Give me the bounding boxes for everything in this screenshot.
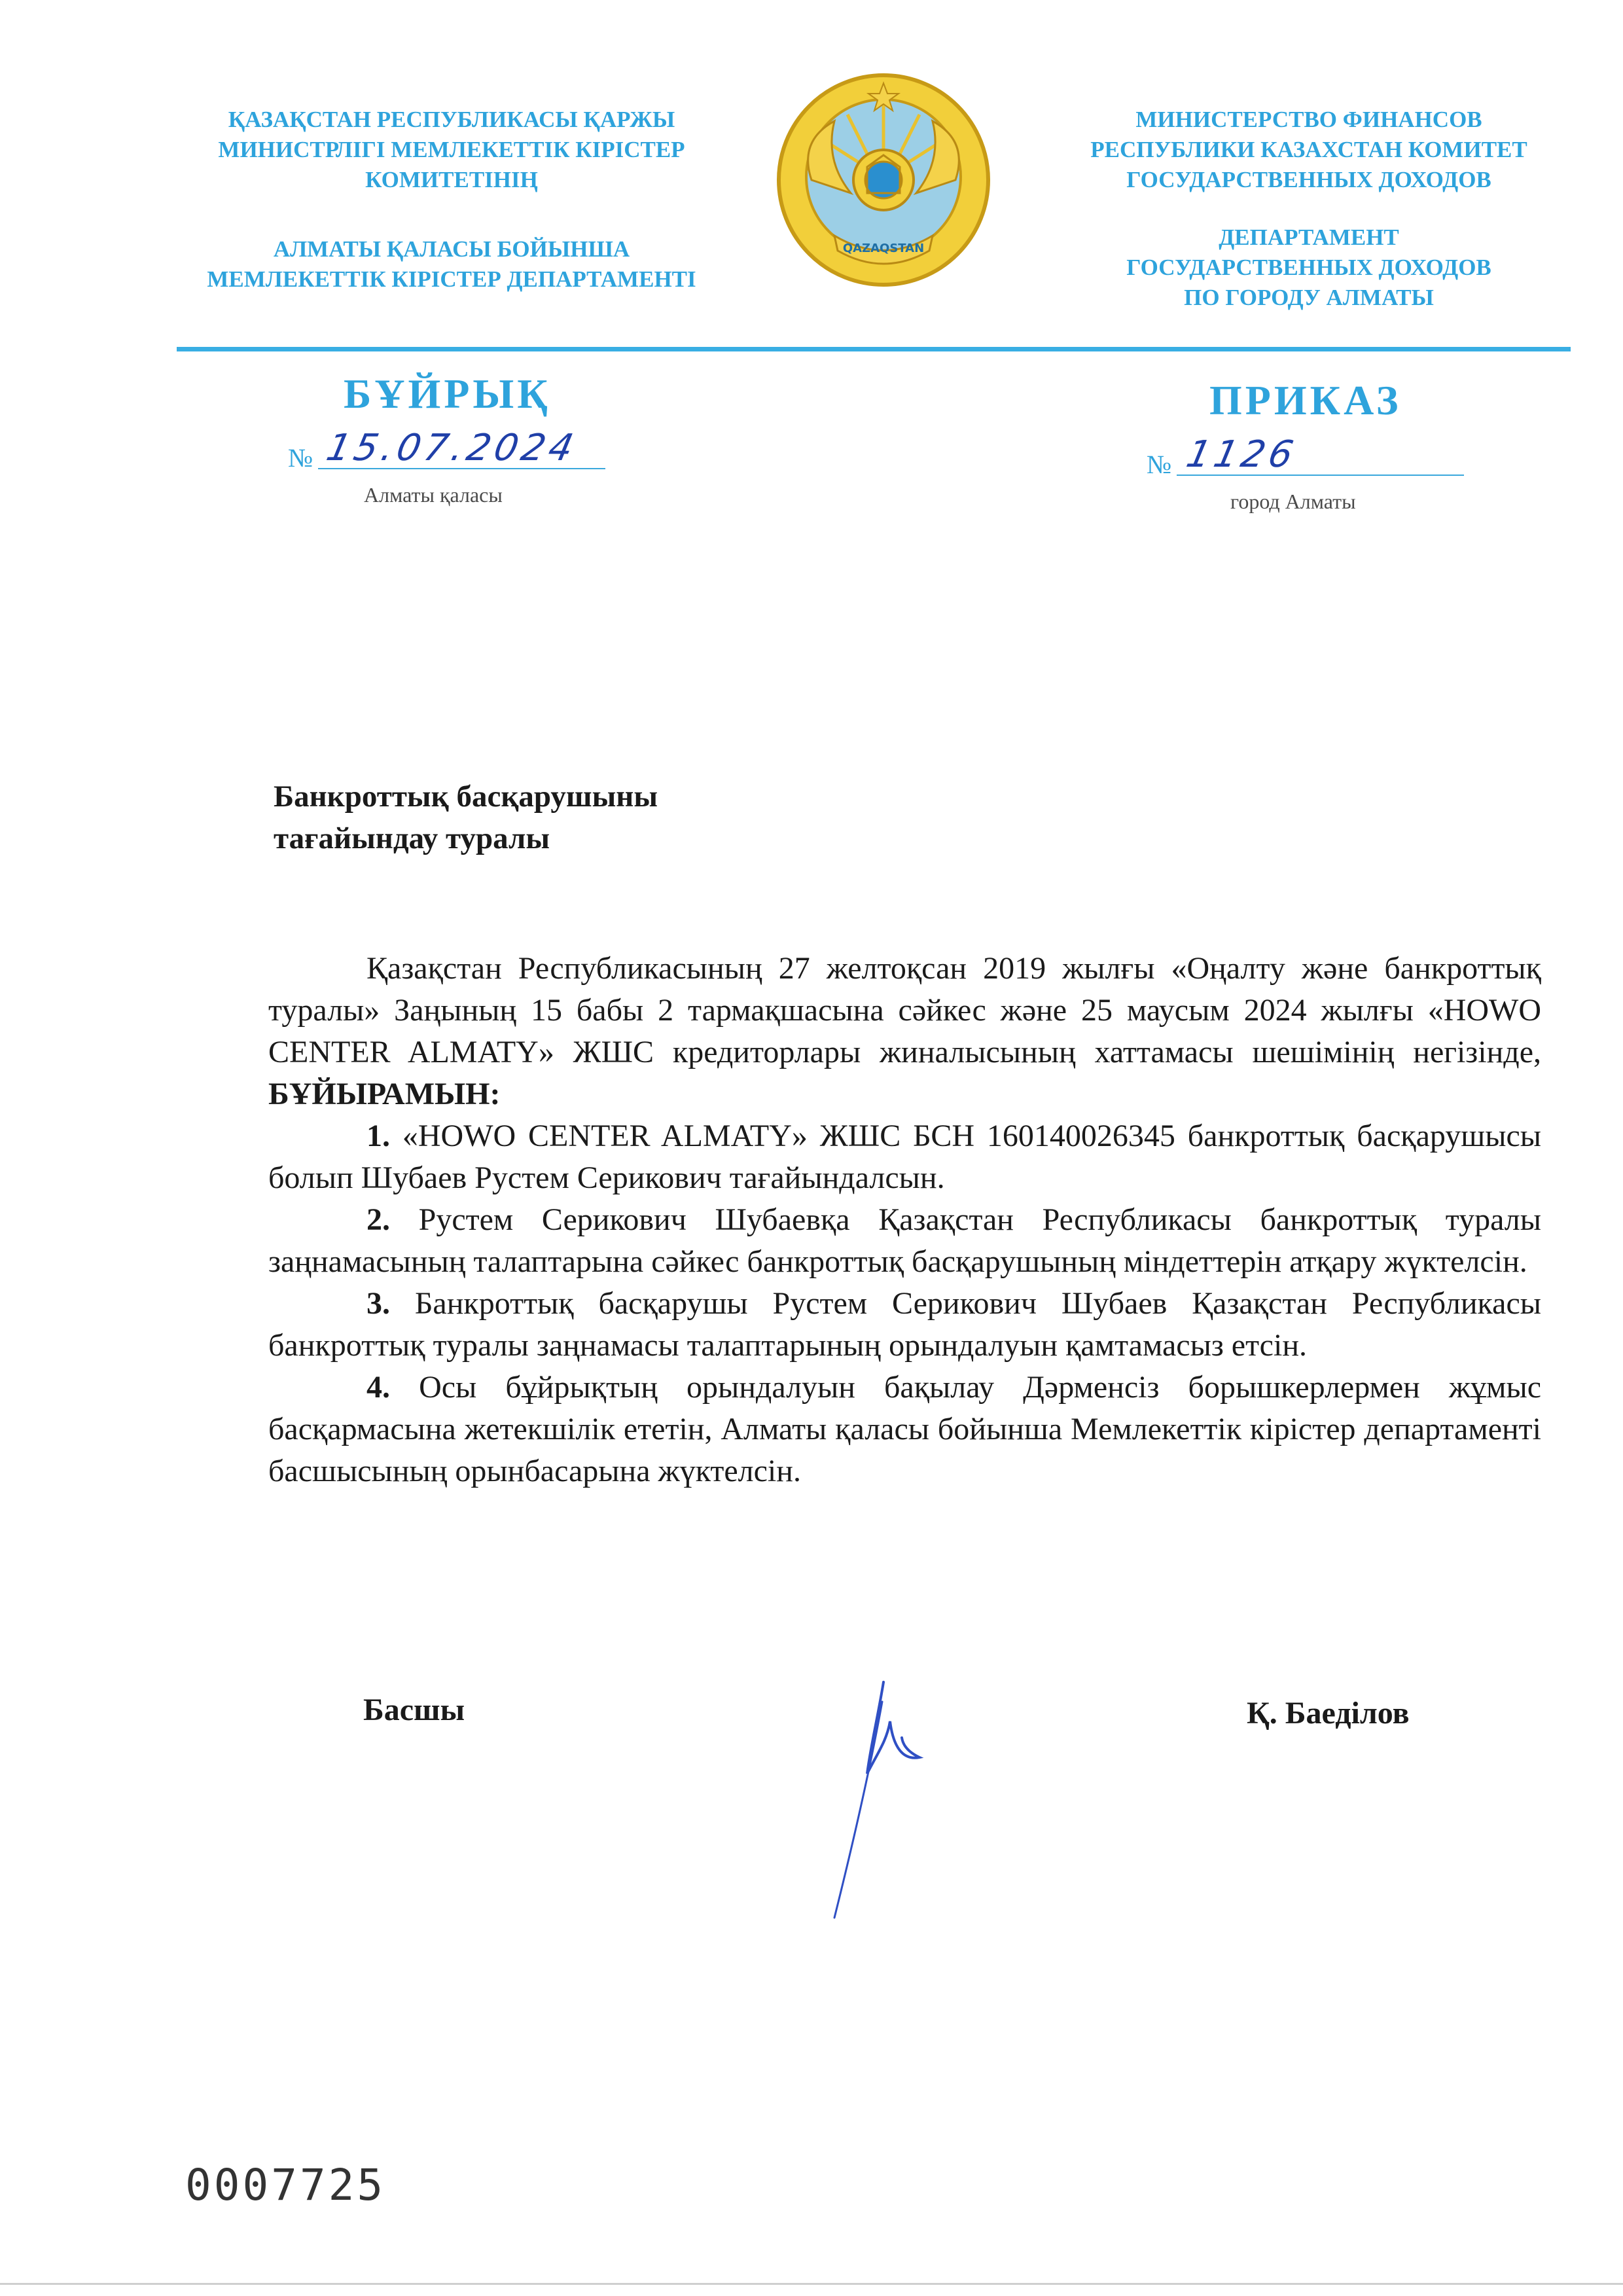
order-date-line <box>288 429 605 475</box>
item-number: 4. <box>366 1370 390 1405</box>
page-edge <box>0 2283 1623 2285</box>
handwritten-date: 15.07.2024 <box>323 427 581 469</box>
number-sign: № <box>288 443 313 473</box>
header-line: ГОСУДАРСТВЕННЫХ ДОХОДОВ <box>1126 167 1491 192</box>
state-emblem-icon <box>772 69 995 291</box>
item-text: Рустем Серикович Шубаевқа Қазақстан Республикасы банкроттық туралы заңнамасының талаптарына сәйкес банкроттық басқарушының міндеттерін атқару жүктелсін. <box>268 1202 1542 1279</box>
serial-number: 0007725 <box>185 2160 386 2210</box>
preamble-paragraph <box>268 948 1541 1115</box>
header-ru-committee <box>1047 105 1571 195</box>
header-divider <box>177 347 1571 351</box>
header-kz-committee <box>170 105 733 195</box>
header-line: ДЕПАРТАМЕНТ <box>1219 224 1399 250</box>
signatory-title: Басшы <box>363 1693 465 1727</box>
subject-line: тағайындау туралы <box>274 821 550 855</box>
city-kz: Алматы қаласы <box>364 483 503 507</box>
directive-word: БҰЙЫРАМЫН: <box>268 1077 501 1111</box>
header-line: ҚАЗАҚСТАН РЕСПУБЛИКАСЫ ҚАРЖЫ <box>228 107 675 132</box>
order-body <box>268 948 1541 1492</box>
item-text: «HOWO CENTER ALMATY» ЖШС БСН 160140026345 банкроттық басқарушысы болып Шубаев Рустем Серикович тағайындалсын. <box>268 1119 1542 1195</box>
order-item <box>268 1283 1541 1367</box>
order-item <box>268 1115 1541 1199</box>
order-title-ru: ПРИКАЗ <box>1209 377 1402 423</box>
item-number: 2. <box>366 1202 390 1237</box>
order-item <box>268 1199 1541 1283</box>
item-text: Банкроттық басқарушы Рустем Серикович Шубаев Қазақстан Республикасы банкроттық туралы заңнамасы талаптарының орындалуын қамтамасыз етсін. <box>268 1286 1541 1363</box>
handwritten-number: 1126 <box>1183 433 1301 476</box>
order-number-line <box>1147 435 1464 481</box>
item-number: 3. <box>366 1286 390 1321</box>
header-line: МИНИСТРЛІГІ МЕМЛЕКЕТТІК КІРІСТЕР <box>218 137 685 162</box>
subject-line: Банкроттық басқарушыны <box>274 780 658 814</box>
header-line: ПО ГОРОДУ АЛМАТЫ <box>1184 285 1434 310</box>
header-kz-department <box>170 234 733 295</box>
signatory-name: Қ. Баеділов <box>1247 1696 1410 1731</box>
header-line: АЛМАТЫ ҚАЛАСЫ БОЙЫНША <box>273 236 630 262</box>
number-sign: № <box>1147 450 1172 479</box>
header-line: РЕСПУБЛИКИ КАЗАХСТАН КОМИТЕТ <box>1090 137 1527 162</box>
header-line: МЕМЛЕКЕТТІК КІРІСТЕР ДЕПАРТАМЕНТІ <box>207 266 696 292</box>
header-line: МИНИСТЕРСТВО ФИНАНСОВ <box>1135 107 1482 132</box>
header-line: ГОСУДАРСТВЕННЫХ ДОХОДОВ <box>1126 255 1491 280</box>
emblem-ribbon-text: QAZAQSTAN <box>842 242 925 255</box>
city-ru: город Алматы <box>1230 490 1356 513</box>
order-subject <box>274 776 658 859</box>
item-number: 1. <box>366 1119 390 1153</box>
handwritten-signature-icon <box>805 1676 962 1924</box>
header-line: КОМИТЕТІНІҢ <box>365 167 538 192</box>
order-item <box>268 1367 1541 1492</box>
order-title-kz: БҰЙРЫҚ <box>344 370 551 417</box>
preamble-text: Қазақстан Республикасының 27 желтоқсан 2019 жылғы «Оңалту және банкроттық туралы» Заңының 15 бабы 2 тармақшасына сәйкес және 25 маусым 2024 жылғы «HOWO CENTER ALMATY» ЖШС кредиторлары жиналысының хаттамасы шешімінің негізінде, <box>268 951 1541 1069</box>
item-text: Осы бұйрықтың орындалуын бақылау Дәрменсіз борышкерлермен жұмыс басқармасына жетекшілік ететін, Алматы қаласы бойынша Мемлекеттік кірістер департаменті басшысының орынбасарына жүктелсін. <box>268 1370 1542 1488</box>
header-ru-department <box>1047 223 1571 313</box>
